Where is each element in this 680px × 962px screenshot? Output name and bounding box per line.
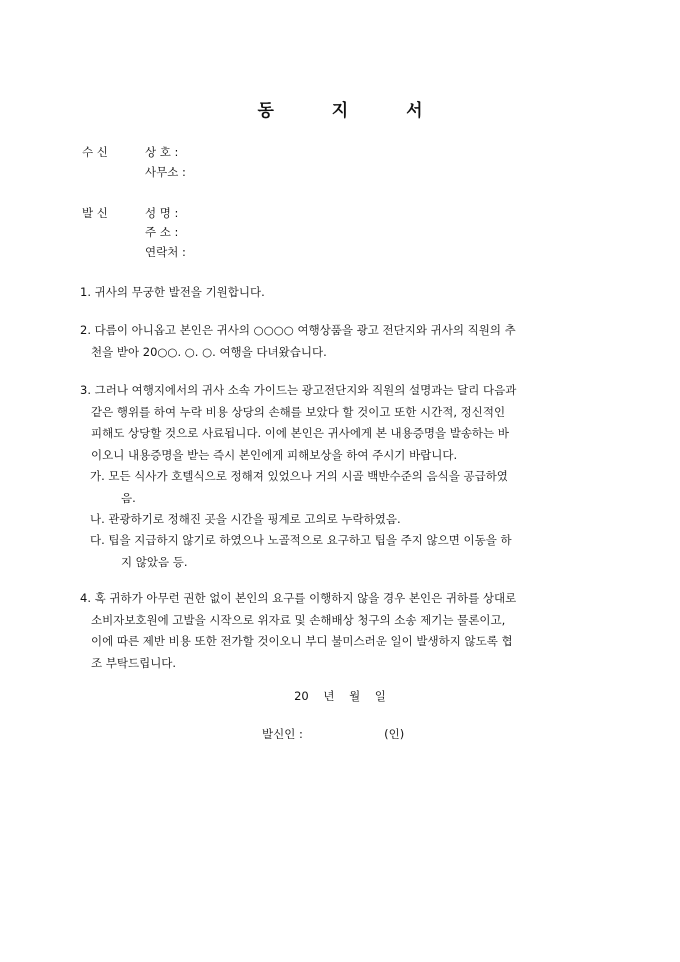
- sender-label: 발 신: [82, 206, 108, 220]
- paragraph-2: [80, 320, 600, 363]
- sub-item-line: 지 않았음 등.: [121, 554, 188, 569]
- paragraph-line: 피해도 상당할 것으로 사료됩니다. 이에 본인은 귀사에게 본 내용증명을 발송하는 바: [91, 426, 509, 440]
- sender-contact-label: 연락처 :: [145, 245, 186, 259]
- seal-mark: (인): [384, 727, 405, 741]
- sub-item-line: 음.: [121, 490, 136, 505]
- paragraph-line: 2. 다름이 아니옵고 본인은 귀사의 ○○○○ 여행상품을 광고 전단지와 귀사의 직원의 추: [80, 323, 516, 337]
- paragraph-4: [80, 588, 600, 674]
- date-line: 20 년 월 일: [294, 689, 386, 703]
- recipient-label: 수 신: [82, 145, 108, 159]
- sub-item-na: [90, 509, 600, 531]
- signature-label: 발신인 :: [262, 727, 303, 741]
- sub-item-line: 가. 모든 식사가 호텔식으로 정해져 있었으나 거의 시골 백반수준의 음식을 공급하였: [90, 469, 508, 483]
- paragraph-line: 3. 그러나 여행지에서의 귀사 소속 가이드는 광고전단지와 직원의 설명과는 달리 다음과: [80, 383, 517, 397]
- paragraph-3: [80, 380, 600, 466]
- document-title: 동 지 서: [257, 101, 449, 121]
- paragraph-line: 이에 따른 제반 비용 또한 전가할 것이오니 부디 불미스러운 일이 발생하지 않도록 협: [91, 634, 513, 648]
- sender-address-label: 주 소 :: [145, 225, 179, 239]
- sub-item-ga: [90, 466, 600, 509]
- sender-name-label: 성 명 :: [145, 206, 179, 220]
- paragraph-line: 4. 혹 귀하가 아무런 권한 없이 본인의 요구를 이행하지 않을 경우 본인은 귀하를 상대로: [80, 591, 517, 605]
- recipient-company-label: 상 호 :: [145, 145, 179, 159]
- recipient-office-label: 사무소 :: [145, 165, 186, 179]
- paragraph-line: 조 부탁드립니다.: [91, 655, 177, 670]
- paragraph-1: [80, 282, 600, 304]
- paragraph-line: 소비자보호원에 고발을 시작으로 위자료 및 손해배상 청구의 소송 제기는 물론이고,: [91, 612, 506, 627]
- paragraph-line: 이오니 내용증명을 받는 즉시 본인에게 피해보상을 하여 주시기 바랍니다.: [91, 447, 458, 462]
- sub-item-da: [90, 530, 600, 573]
- paragraph-line: 같은 행위를 하여 누락 비용 상당의 손해를 보았다 할 것이고 또한 시간적, 정신적인: [91, 404, 506, 419]
- paragraph-line: 1. 귀사의 무궁한 발전을 기원합니다.: [80, 285, 265, 299]
- signature-line: [262, 726, 404, 742]
- sub-item-line: 다. 팁을 지급하지 않기로 하였으나 노골적으로 요구하고 팁을 주지 않으면 이동을 하: [90, 533, 512, 547]
- sub-item-line: 나. 관광하기로 정해진 곳을 시간을 핑계로 고의로 누락하였음.: [90, 512, 401, 526]
- paragraph-line: 천을 받아 20○○. ○. ○. 여행을 다녀왔습니다.: [91, 344, 327, 359]
